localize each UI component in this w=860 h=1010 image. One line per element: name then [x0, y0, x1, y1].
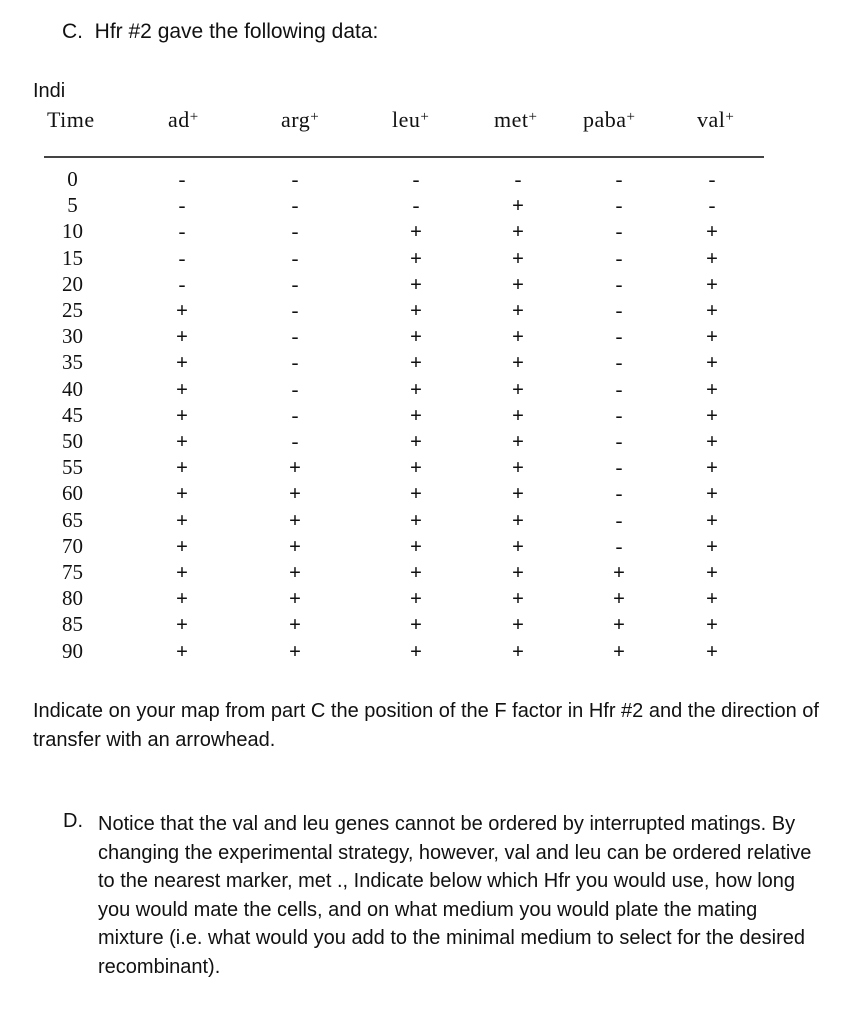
table-cell-leu: +: [410, 376, 422, 401]
table-cell-ad: +: [176, 298, 188, 322]
table-cell-leu: +: [410, 533, 422, 558]
table-cell-ad: +: [176, 507, 188, 532]
table-cell-arg: -: [291, 167, 299, 191]
table-cell-paba: -: [615, 193, 623, 218]
table-cell-leu: +: [410, 245, 422, 270]
table-cell-leu: +: [410, 507, 422, 532]
table-cell-val: +: [706, 271, 718, 296]
table-cell-met: +: [512, 560, 524, 584]
table-cell-ad: -: [178, 271, 186, 296]
column-header-superscript: +: [528, 109, 538, 125]
column-header-name: leu: [392, 107, 421, 132]
table-cell-leu: -: [412, 167, 420, 191]
table-cell-paba: -: [615, 507, 623, 532]
header-divider: [44, 156, 764, 158]
time-cell: 0: [67, 167, 78, 191]
table-cell-arg: +: [289, 638, 301, 663]
table-cell-leu: +: [410, 350, 422, 375]
table-cell-ad: +: [176, 376, 188, 401]
table-cell-paba: -: [615, 376, 623, 401]
time-cell: 70: [62, 533, 83, 558]
time-cell: 35: [62, 350, 83, 375]
table-cell-paba: +: [613, 612, 625, 637]
table-corner-label: Indi: [33, 80, 66, 102]
table-cell-arg: +: [289, 481, 301, 506]
table-cell-arg: -: [291, 324, 299, 349]
table-cell-met: +: [512, 219, 524, 244]
table-cell-met: +: [512, 612, 524, 637]
time-cell: 75: [62, 560, 83, 584]
column-header-arg: [281, 107, 319, 133]
table-cell-val: +: [706, 245, 718, 270]
table-cell-val: +: [706, 507, 718, 532]
table-cell-met: +: [512, 533, 524, 558]
section-d-label: D.: [63, 810, 83, 832]
column-header-superscript: +: [725, 109, 735, 125]
time-cell: 60: [62, 481, 83, 506]
time-cell: 25: [62, 298, 83, 322]
table-cell-met: +: [512, 376, 524, 401]
table-cell-arg: +: [289, 533, 301, 558]
table-cell-val: +: [706, 350, 718, 375]
section-c-label: C.: [62, 20, 83, 43]
table-cell-paba: -: [615, 271, 623, 296]
table-cell-val: -: [708, 193, 716, 218]
table-cell-paba: -: [615, 533, 623, 558]
table-cell-val: +: [706, 481, 718, 506]
instruction-c: Indicate on your map from part C the position of the F factor in Hfr #2 and the direction of transfer with an arrowhead.: [33, 700, 819, 751]
table-cell-leu: +: [410, 298, 422, 322]
time-cell: 30: [62, 324, 83, 349]
table-cell-paba: -: [615, 429, 623, 453]
table-cell-met: +: [512, 429, 524, 453]
table-cell-met: +: [512, 481, 524, 506]
table-cell-leu: +: [410, 481, 422, 506]
time-column-header: Time: [47, 107, 95, 132]
table-cell-met: +: [512, 638, 524, 663]
table-cell-ad: +: [176, 533, 188, 558]
table-cell-met: +: [512, 298, 524, 322]
column-header-name: ad: [168, 107, 190, 132]
time-cell: 20: [62, 271, 83, 296]
time-cell: 45: [62, 402, 83, 427]
column-header-name: arg: [281, 107, 311, 132]
column-header-superscript: +: [310, 109, 320, 125]
table-cell-ad: +: [176, 638, 188, 663]
time-cell: 50: [62, 429, 83, 453]
time-cell: 40: [62, 376, 83, 401]
table-cell-met: +: [512, 402, 524, 427]
table-cell-val: +: [706, 612, 718, 637]
column-header-val: [697, 107, 734, 133]
table-cell-val: -: [708, 167, 716, 191]
table-cell-val: +: [706, 376, 718, 401]
table-cell-arg: -: [291, 193, 299, 218]
table-cell-paba: +: [613, 560, 625, 584]
time-cell: 10: [62, 219, 83, 244]
table-cell-arg: -: [291, 350, 299, 375]
table-cell-leu: +: [410, 402, 422, 427]
table-cell-arg: -: [291, 271, 299, 296]
column-header-met: [494, 107, 537, 133]
table-cell-paba: -: [615, 245, 623, 270]
table-cell-ad: +: [176, 560, 188, 584]
table-cell-val: +: [706, 324, 718, 349]
table-cell-ad: -: [178, 219, 186, 244]
column-header-superscript: +: [189, 109, 199, 125]
table-cell-paba: -: [615, 481, 623, 506]
table-cell-arg: -: [291, 245, 299, 270]
column-header-superscript: +: [626, 109, 636, 125]
table-cell-ad: +: [176, 455, 188, 480]
table-cell-met: +: [512, 324, 524, 349]
table-cell-paba: +: [613, 638, 625, 663]
time-cell: 90: [62, 638, 83, 663]
table-cell-ad: +: [176, 612, 188, 637]
table-cell-arg: -: [291, 298, 299, 322]
table-cell-arg: -: [291, 376, 299, 401]
table-cell-paba: -: [615, 219, 623, 244]
time-cell: 5: [67, 193, 78, 218]
table-cell-leu: -: [412, 193, 420, 218]
table-cell-val: +: [706, 560, 718, 584]
table-cell-arg: +: [289, 560, 301, 584]
table-cell-val: +: [706, 402, 718, 427]
column-header-name: val: [697, 107, 726, 132]
table-cell-paba: -: [615, 324, 623, 349]
table-cell-ad: +: [176, 350, 188, 375]
column-header-name: met: [494, 107, 529, 132]
table-cell-arg: +: [289, 455, 301, 480]
time-cell: 55: [62, 455, 83, 480]
table-cell-leu: +: [410, 612, 422, 637]
section-c-heading: [62, 20, 378, 44]
table-cell-arg: -: [291, 429, 299, 453]
table-cell-ad: +: [176, 481, 188, 506]
table-cell-met: +: [512, 586, 524, 611]
time-cell: 85: [62, 612, 83, 637]
table-cell-paba: -: [615, 167, 623, 191]
table-cell-arg: -: [291, 219, 299, 244]
table-cell-val: +: [706, 586, 718, 611]
table-cell-paba: -: [615, 455, 623, 480]
table-cell-leu: +: [410, 455, 422, 480]
table-cell-paba: +: [613, 586, 625, 611]
table-cell-met: +: [512, 350, 524, 375]
time-cell: 80: [62, 586, 83, 611]
table-cell-paba: -: [615, 350, 623, 375]
column-header-paba: [583, 107, 636, 133]
column-header-ad: [168, 107, 199, 133]
table-cell-paba: -: [615, 298, 623, 322]
table-cell-met: +: [512, 271, 524, 296]
table-cell-val: +: [706, 533, 718, 558]
section-c-heading-text: Hfr #2 gave the following data:: [94, 20, 379, 43]
table-cell-ad: +: [176, 402, 188, 427]
column-header-superscript: +: [420, 109, 430, 125]
table-cell-met: -: [514, 167, 522, 191]
table-cell-val: +: [706, 638, 718, 663]
time-cell: 15: [62, 245, 83, 270]
table-cell-ad: +: [176, 586, 188, 611]
table-cell-ad: -: [178, 245, 186, 270]
table-cell-met: +: [512, 455, 524, 480]
table-cell-val: +: [706, 429, 718, 453]
column-header-leu: [392, 107, 429, 133]
table-cell-met: +: [512, 245, 524, 270]
table-cell-leu: +: [410, 219, 422, 244]
table-cell-leu: +: [410, 560, 422, 584]
table-cell-val: +: [706, 455, 718, 480]
table-cell-ad: -: [178, 167, 186, 191]
table-cell-leu: +: [410, 271, 422, 296]
time-cell: 65: [62, 507, 83, 532]
column-header-name: paba: [583, 107, 627, 132]
table-cell-leu: +: [410, 638, 422, 663]
table-cell-ad: +: [176, 429, 188, 453]
table-cell-paba: -: [615, 402, 623, 427]
table-cell-leu: +: [410, 429, 422, 453]
table-cell-leu: +: [410, 586, 422, 611]
table-cell-met: +: [512, 193, 524, 218]
table-cell-arg: +: [289, 612, 301, 637]
section-d-text: Notice that the val and leu genes cannot be ordered by interrupted matings. By changing the experimental strategy, however, val and leu can be ordered relative to the nearest marker, met ., Indicate below which Hfr you would use, how long you would mate the cells, and on what medium you would plate the mating mixture (i.e. what would you add to the minimal medium to select for the desired recombinant).: [98, 813, 812, 978]
table-cell-val: +: [706, 219, 718, 244]
table-cell-met: +: [512, 507, 524, 532]
table-cell-ad: -: [178, 193, 186, 218]
table-cell-arg: -: [291, 402, 299, 427]
table-cell-ad: +: [176, 324, 188, 349]
table-cell-leu: +: [410, 324, 422, 349]
table-cell-arg: +: [289, 586, 301, 611]
table-cell-val: +: [706, 298, 718, 322]
table-cell-arg: +: [289, 507, 301, 532]
